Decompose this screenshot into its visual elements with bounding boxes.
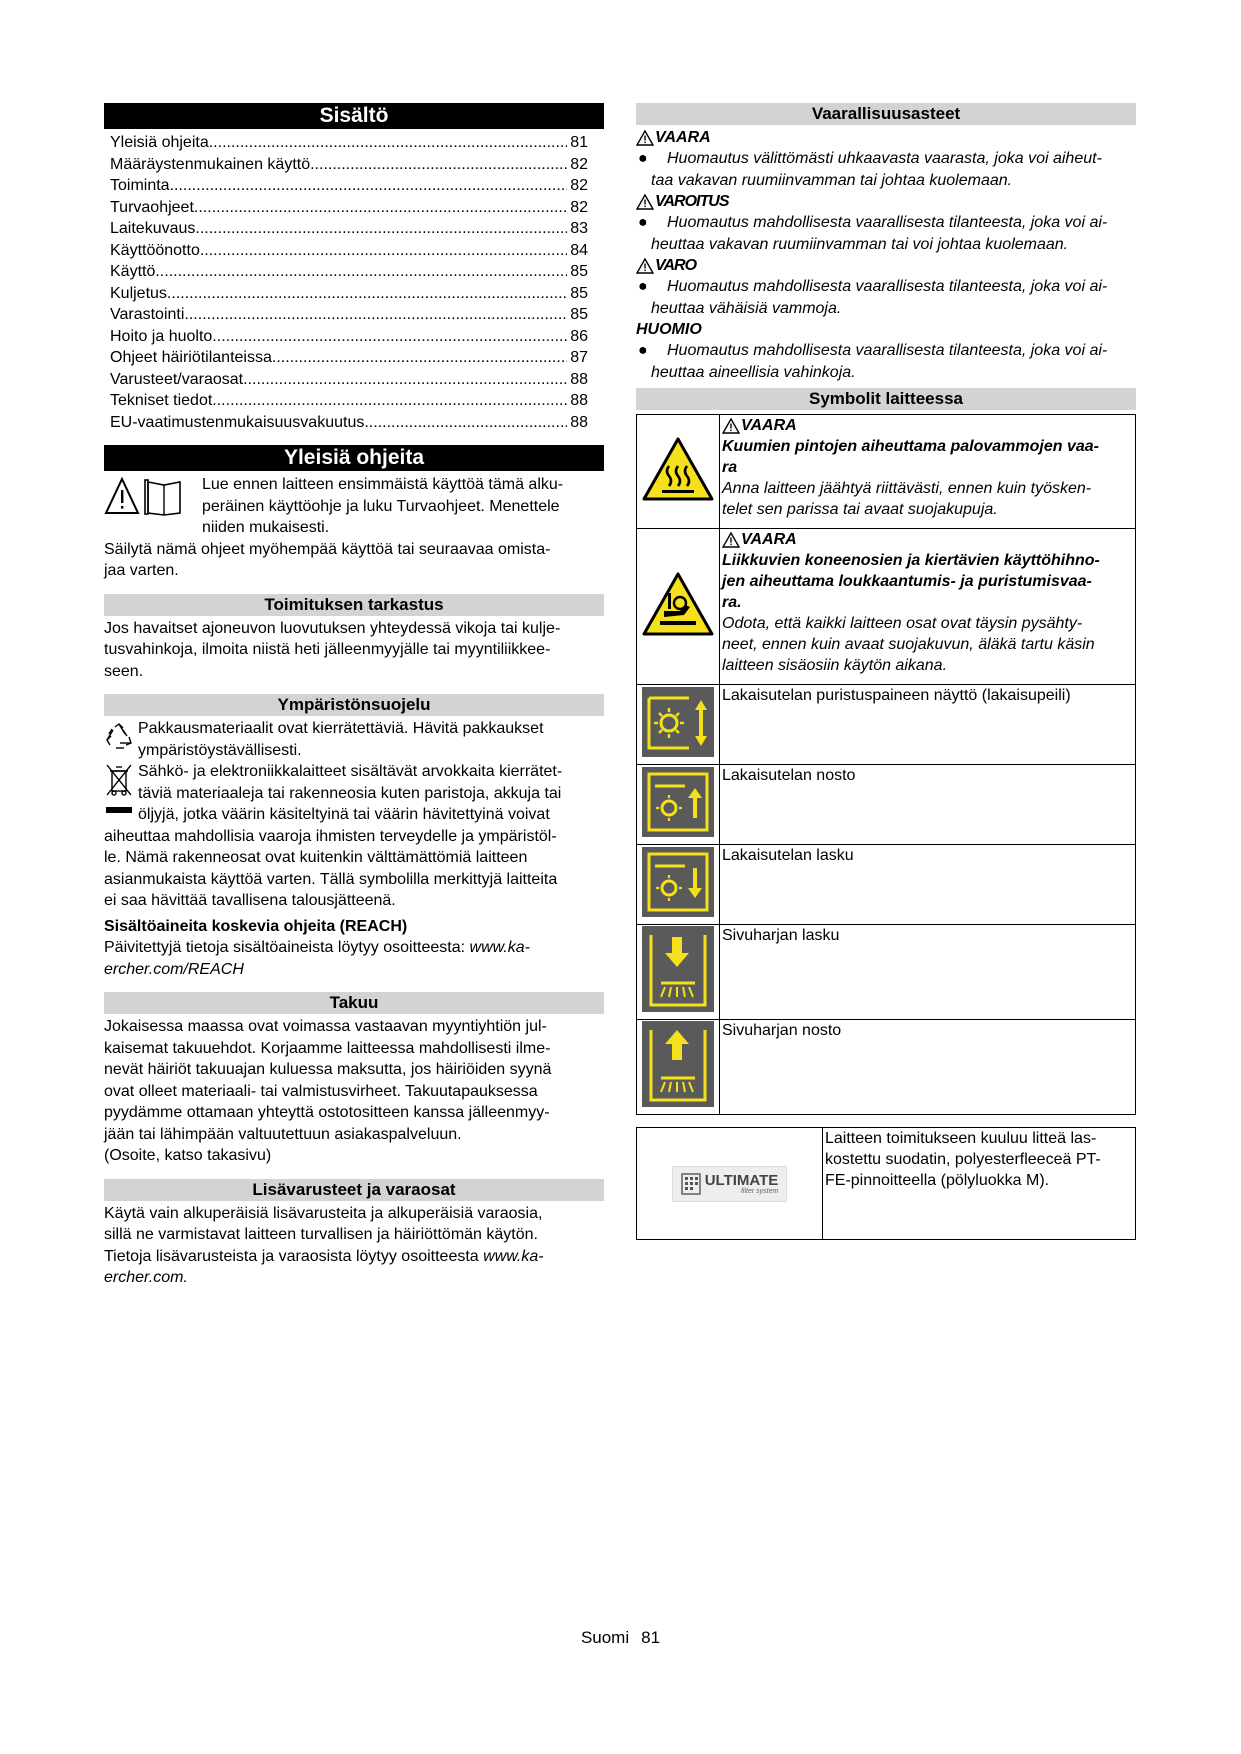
warranty-text — [104, 1016, 604, 1167]
toc-entry-page: 85 — [570, 284, 588, 302]
hazard-description — [636, 340, 1136, 383]
page-footer — [0, 1628, 1241, 1648]
bullet: ● — [638, 150, 648, 167]
text-line: telet sen parissa tai avaat suojakupuja. — [722, 501, 998, 518]
left-column — [104, 103, 604, 1289]
symbol-cell — [637, 685, 720, 765]
reach-text — [104, 937, 604, 959]
toc-dot-leader — [310, 154, 567, 176]
text-line: Lue ennen laitteen ensimmäistä käyttöä tämä alku- — [202, 476, 564, 493]
text-line: asianmukaista käyttöä varten. Tällä symbolilla merkittyjä laitteita — [104, 870, 558, 888]
toc-entry[interactable] — [110, 369, 588, 391]
text-line: ei saa hävittää tavallisena talousjätteenä. — [104, 892, 396, 909]
roller-up-icon — [641, 766, 715, 838]
text-line: kostettu suodatin, polyesterfleeceä PT- — [825, 1151, 1101, 1168]
signal-word — [636, 191, 1136, 212]
toc-entry[interactable] — [110, 218, 588, 240]
weee-paragraph — [104, 761, 604, 826]
signal-word-text: VARO — [655, 257, 697, 274]
symbol-desc: Lakaisutelan lasku — [720, 845, 1136, 925]
toc-entry-page: 83 — [570, 220, 588, 237]
table-of-contents — [104, 132, 604, 433]
text-line: Huomautus mahdollisesta vaarallisesta tilanteesta, joka voi ai- — [667, 214, 1108, 231]
toc-entry[interactable] — [110, 347, 588, 369]
toc-dot-leader — [200, 240, 567, 262]
reach-link-cont[interactable]: ercher.com/REACH — [104, 960, 244, 978]
text-line: ovat olleet materiaali- tai valmistusvirheet. Takuutapauksessa — [104, 1082, 538, 1100]
reach-title: Sisältöaineita koskevia ohjeita (REACH) — [104, 917, 408, 935]
bullet: ● — [638, 278, 648, 295]
signal-word — [636, 319, 1136, 340]
signal-word — [722, 415, 1135, 436]
warning-triangle-icon — [636, 258, 654, 274]
toc-entry[interactable] — [110, 304, 588, 326]
bullet: ● — [638, 342, 648, 359]
toc-entry-page: 88 — [570, 370, 588, 388]
toc-entry-page: 88 — [570, 392, 588, 409]
toc-entry-page: 85 — [570, 263, 588, 280]
crossed-bin-icon — [104, 763, 134, 821]
text-line: Liikkuvien koneenosien ja kiertävien käyttöhihno- — [722, 552, 1100, 569]
text-line: täviä materiaaleja tai rakenneosia kuten paristoja, akkuja tai — [138, 784, 562, 802]
text-line: nevät häiriöt takuuajan kuluessa maksutta, jos häiriöiden syynä — [104, 1061, 552, 1078]
text-line: peräinen käyttöohje ja luku Turvaohjeet. Menettele — [202, 497, 560, 515]
hazard-heading: Vaarallisuusasteet — [636, 103, 1136, 125]
toc-dot-leader — [243, 369, 567, 391]
text-line: seen. — [104, 662, 144, 680]
text-line: Säilytä nämä ohjeet myöhempää käyttöä tai seuraavaa omista- — [104, 540, 551, 558]
text-line: Odota, että kaikki laitteen osat ovat täysin pysähty- — [722, 615, 1083, 632]
toc-dot-leader — [212, 326, 567, 348]
symbol-desc: Lakaisutelan puristuspaineen näyttö (lakaisupeili) — [720, 685, 1136, 765]
toc-entry-title: Käyttö — [110, 263, 156, 280]
toc-dot-leader — [364, 412, 567, 434]
toc-entry-page: 82 — [570, 155, 588, 173]
accessories-link-cont[interactable]: ercher.com. — [104, 1269, 188, 1286]
ultimate-logo — [672, 1166, 788, 1202]
signal-word — [636, 127, 1136, 148]
text-line: Laitteen toimitukseen kuuluu litteä las- — [825, 1130, 1097, 1147]
toc-entry-page: 82 — [570, 198, 588, 216]
text-span: VAARA — [741, 531, 797, 548]
text-line: le. Nämä rakenneosat ovat kuitenkin välttämättömiä laitteen — [104, 849, 528, 866]
hazard-description — [636, 212, 1136, 255]
text-span: Päivitettyjä tietoja sisältöaineista löytyy osoitteesta: — [104, 939, 470, 956]
text-span: Tietoja lisävarusteista ja varaosista löytyy osoitteesta — [104, 1247, 484, 1265]
text-line: kaisemat takuuehdot. Korjaamme laitteessa mahdollisesti ilme- — [104, 1039, 551, 1057]
recycle-paragraph — [104, 718, 604, 761]
toc-entry[interactable] — [110, 154, 588, 176]
footer-language: Suomi — [580, 1628, 630, 1647]
text-line: pyydämme ottamaan yhteyttä ostotositteen kanssa jälleenmyy- — [104, 1104, 550, 1121]
toc-entry-page: 88 — [570, 413, 588, 431]
text-line: Jos havaitset ajoneuvon luovutuksen yhteydessä vikoja tai kulje- — [104, 619, 561, 637]
toc-entry[interactable] — [110, 261, 588, 283]
symbol-cell — [637, 765, 720, 845]
text-line: Kuumien pintojen aiheuttama palovammojen vaa- — [722, 438, 1099, 455]
warning-triangle-icon — [722, 418, 740, 434]
delivery-heading: Toimituksen tarkastus — [104, 594, 604, 616]
toc-entry-title: Ohjeet häiriötilanteissa — [110, 349, 272, 366]
accessories-heading: Lisävarusteet ja varaosat — [104, 1179, 604, 1201]
warranty-heading: Takuu — [104, 992, 604, 1014]
toc-entry-title: Laitekuvaus — [110, 220, 196, 237]
environment-heading: Ympäristönsuojelu — [104, 694, 604, 716]
toc-dot-leader — [209, 132, 567, 154]
text-line: Huomautus mahdollisesta vaarallisesta tilanteesta, joka voi ai- — [667, 278, 1108, 295]
signal-word-text: VAARA — [655, 129, 711, 146]
text-line: jaa varten. — [104, 562, 179, 579]
symbol-row-moving — [637, 529, 1136, 685]
symbol-row-roller-up — [637, 765, 1136, 845]
filter-desc — [823, 1128, 1136, 1240]
text-line: heuttaa vakavan ruumiinvamman tai voi johtaa kuolemaan. — [651, 235, 1069, 253]
text-line: Pakkausmateriaalit ovat kierrätettäviä. Hävitä pakkaukset — [138, 720, 544, 737]
hazard-level — [636, 319, 1136, 383]
symbol-row-side-brush-up — [637, 1020, 1136, 1115]
filter-grid-icon — [681, 1173, 701, 1195]
symbol-row-hot — [637, 415, 1136, 529]
roller-down-icon — [641, 846, 715, 918]
symbol-cell — [637, 529, 720, 685]
toc-entry[interactable] — [110, 175, 588, 197]
toc-entry-title: Yleisiä ohjeita — [110, 134, 209, 151]
hazard-description — [636, 276, 1136, 319]
toc-dot-leader — [167, 283, 567, 305]
hazard-levels — [636, 127, 1136, 383]
filter-table — [636, 1127, 1136, 1240]
symbol-row-pressure — [637, 685, 1136, 765]
roller-pressure-icon — [641, 686, 715, 758]
text-line: tusvahinkoja, ilmoita niistä heti jälleenmyyjälle tai myyntiliikkee- — [104, 641, 551, 658]
text-line: Anna laitteen jäähtyä riittävästi, ennen kuin työsken- — [722, 480, 1092, 497]
toc-entry-page: 86 — [570, 327, 588, 345]
text-line: neet, ennen kuin avaat suojakuvun, äläkä tartu käsin — [722, 636, 1095, 653]
bullet: ● — [638, 214, 648, 231]
toc-dot-leader — [272, 347, 567, 369]
symbol-cell — [637, 925, 720, 1020]
text-line: FE-pinnoitteella (pölyluokka M). — [825, 1172, 1050, 1189]
toc-entry-title: Turvaohjeet — [110, 198, 194, 216]
toc-dot-leader — [155, 261, 567, 283]
toc-entry-title: Kuljetus — [110, 284, 167, 302]
symbol-cell — [637, 845, 720, 925]
text-span: VAARA — [741, 417, 797, 434]
hazard-level — [636, 255, 1136, 319]
symbol-desc: Lakaisutelan nosto — [720, 765, 1136, 845]
text-line: niiden mukaisesti. — [202, 519, 330, 536]
signal-word — [722, 529, 1135, 550]
signal-word — [636, 255, 1136, 276]
symbol-cell — [637, 415, 720, 529]
text-line: Huomautus mahdollisesta vaarallisesta tilanteesta, joka voi ai- — [667, 342, 1108, 359]
general-heading: Yleisiä ohjeita — [104, 445, 604, 471]
text-line: heuttaa aineellisia vahinkoja. — [651, 363, 856, 381]
toc-entry[interactable] — [110, 197, 588, 219]
symbol-row-side-brush-down — [637, 925, 1136, 1020]
symbol-desc: Sivuharjan lasku — [720, 925, 1136, 1020]
text-line: taa vakavan ruumiinvamman tai johtaa kuolemaan. — [651, 171, 1013, 189]
toc-entry[interactable] — [110, 240, 588, 262]
toc-dot-leader — [184, 304, 567, 326]
toc-entry-title: EU-vaatimustenmukaisuusvakuutus — [110, 413, 365, 431]
text-line: (Osoite, katso takasivu) — [104, 1147, 272, 1164]
text-line: ympäristöystävällisesti. — [138, 741, 302, 759]
hand-crush-icon — [642, 571, 714, 637]
toc-dot-leader — [195, 218, 567, 240]
text-line: jään tai lähimpään valtuutettuun asiakaspalveluun. — [104, 1125, 462, 1143]
toc-entry-page: 82 — [570, 177, 588, 194]
toc-entry-page: 85 — [570, 306, 588, 323]
signal-word-text: HUOMIO — [636, 321, 702, 338]
toc-entry[interactable] — [110, 283, 588, 305]
toc-entry-title: Määräystenmukainen käyttö — [110, 155, 311, 173]
toc-entry[interactable] — [110, 390, 588, 412]
right-column — [636, 103, 1136, 1240]
toc-dot-leader — [170, 175, 568, 197]
text-line: ra — [722, 459, 738, 476]
toc-entry-page: 81 — [570, 134, 588, 151]
warning-triangle-icon — [636, 130, 654, 146]
toc-entry-page: 87 — [570, 349, 588, 366]
text-line: öljyjä, jotka väärin käsiteltyinä tai väärin hävitettyinä voivat — [138, 806, 550, 823]
toc-entry-title: Hoito ja huolto — [110, 327, 213, 345]
symbols-heading: Symbolit laitteessa — [636, 388, 1136, 410]
symbols-table — [636, 414, 1136, 1115]
page-number: 81 — [641, 1628, 661, 1647]
hazard-level — [636, 191, 1136, 255]
text-line: jen aiheuttama loukkaantumis- ja puristumisvaa- — [722, 573, 1092, 590]
text-line: Sähkö- ja elektroniikkalaitteet sisältävät arvokkaita kierrätet- — [138, 763, 563, 780]
toc-entry-title: Tekniset tiedot — [110, 392, 213, 409]
toc-entry-title: Käyttöönotto — [110, 241, 200, 259]
recycle-icon — [104, 722, 134, 752]
warning-triangle-icon — [722, 532, 740, 548]
toc-entry-title: Varastointi — [110, 306, 185, 323]
general-intro — [104, 474, 604, 539]
toc-entry-title: Toiminta — [110, 177, 170, 194]
logo-subtext: filter system — [740, 1187, 779, 1195]
toc-entry[interactable] — [110, 412, 588, 434]
text-line: sillä ne varmistavat laitteen turvallisen ja häiriöttömän käytön. — [104, 1226, 538, 1243]
symbol-cell — [637, 1020, 720, 1115]
filter-logo-cell — [637, 1128, 823, 1240]
filter-row — [637, 1128, 1136, 1240]
warning-book-icon — [104, 477, 184, 517]
warning-triangle-icon — [636, 194, 654, 210]
text-line: heuttaa vähäisiä vammoja. — [651, 299, 842, 317]
side-brush-down-icon — [641, 925, 715, 1013]
accessories-link-line — [104, 1246, 604, 1268]
toc-entry[interactable] — [110, 132, 588, 154]
text-line: Huomautus välittömästi uhkaavasta vaarasta, joka voi aiheut- — [667, 150, 1102, 167]
signal-word-text: VAROITUS — [655, 193, 729, 210]
text-line: aiheuttaa mahdollisia vaaroja ihmisten terveydelle ja ympäristöl- — [104, 827, 557, 845]
side-brush-up-icon — [641, 1020, 715, 1108]
general-intro-text — [184, 474, 563, 539]
logo-text: ULTIMATE — [704, 1171, 779, 1189]
text-line: Jokaisessa maassa ovat voimassa vastaavan myyntiyhtiön jul- — [104, 1018, 547, 1035]
symbol-desc — [720, 415, 1136, 529]
toc-dot-leader — [212, 390, 567, 412]
symbol-desc: Sivuharjan nosto — [720, 1020, 1136, 1115]
symbol-desc — [720, 529, 1136, 685]
text-line: Käytä vain alkuperäisiä lisävarusteita ja alkuperäisiä varaosia, — [104, 1204, 543, 1222]
toc-entry-title: Varusteet/varaosat — [110, 370, 244, 388]
text-line: laitteen sisäosiin käytön aikana. — [722, 657, 948, 674]
symbol-row-roller-down — [637, 845, 1136, 925]
accessories-link[interactable]: www.ka- — [483, 1247, 544, 1265]
toc-dot-leader — [194, 197, 567, 219]
toc-entry-page: 84 — [570, 241, 588, 259]
hazard-level — [636, 127, 1136, 191]
reach-link[interactable]: www.ka- — [469, 939, 530, 956]
hazard-description — [636, 148, 1136, 191]
toc-heading: Sisältö — [104, 103, 604, 129]
toc-entry[interactable] — [110, 326, 588, 348]
text-line: ra. — [722, 594, 742, 611]
hot-surface-icon — [642, 436, 714, 502]
